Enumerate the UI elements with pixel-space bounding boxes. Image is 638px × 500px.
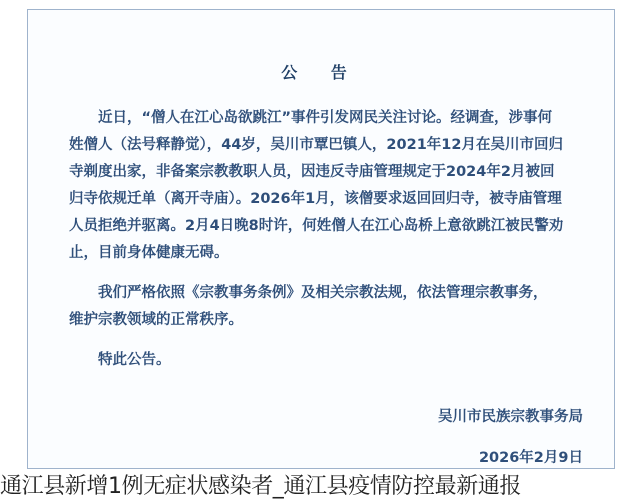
image-caption: 通江县新增1例无症状感染者_通江县疫情防控最新通报 xyxy=(0,474,521,499)
paragraph-gap xyxy=(69,267,589,280)
paragraph2-line: 我们严格依照《宗教事务条例》及相关宗教法规，依法管理宗教事务， xyxy=(98,285,548,301)
paragraph3-line: 特此公告。 xyxy=(98,352,171,368)
paragraph1-line: 寺剃度出家，非备案宗教教职人员，因违反寺庙管理规定于2024年2月被回 xyxy=(69,164,555,180)
paragraph1-line: 归寺依规迁单（离开寺庙）。2026年1月，该僧要求返回回归寺，被寺庙管理 xyxy=(69,191,562,207)
paragraph1-line: 姓僧人（法号释静觉），44岁，吴川市覃巴镇人，2021年12月在吴川市回归 xyxy=(69,137,563,153)
paragraph1-line: 近日，“僧人在江心岛欲跳江”事件引发网民关注讨论。经调查，涉事何 xyxy=(98,110,553,126)
paragraph1-line: 人员拒绝并驱离。2月4日晚8时许，何姓僧人在江心岛桥上意欲跳江被民警劝 xyxy=(69,218,564,234)
signature-org: 吴川市民族宗教事务局 xyxy=(438,409,583,425)
paragraph1-line: 止，目前身体健康无碍。 xyxy=(69,245,229,261)
notice-document xyxy=(27,9,615,469)
signature-date: 2026年2月9日 xyxy=(478,450,583,466)
paragraph2-line: 维护宗教领域的正常秩序。 xyxy=(69,312,243,328)
paragraph-gap xyxy=(69,334,589,347)
notice-body xyxy=(69,105,589,374)
notice-title: 公 告 xyxy=(281,63,361,82)
